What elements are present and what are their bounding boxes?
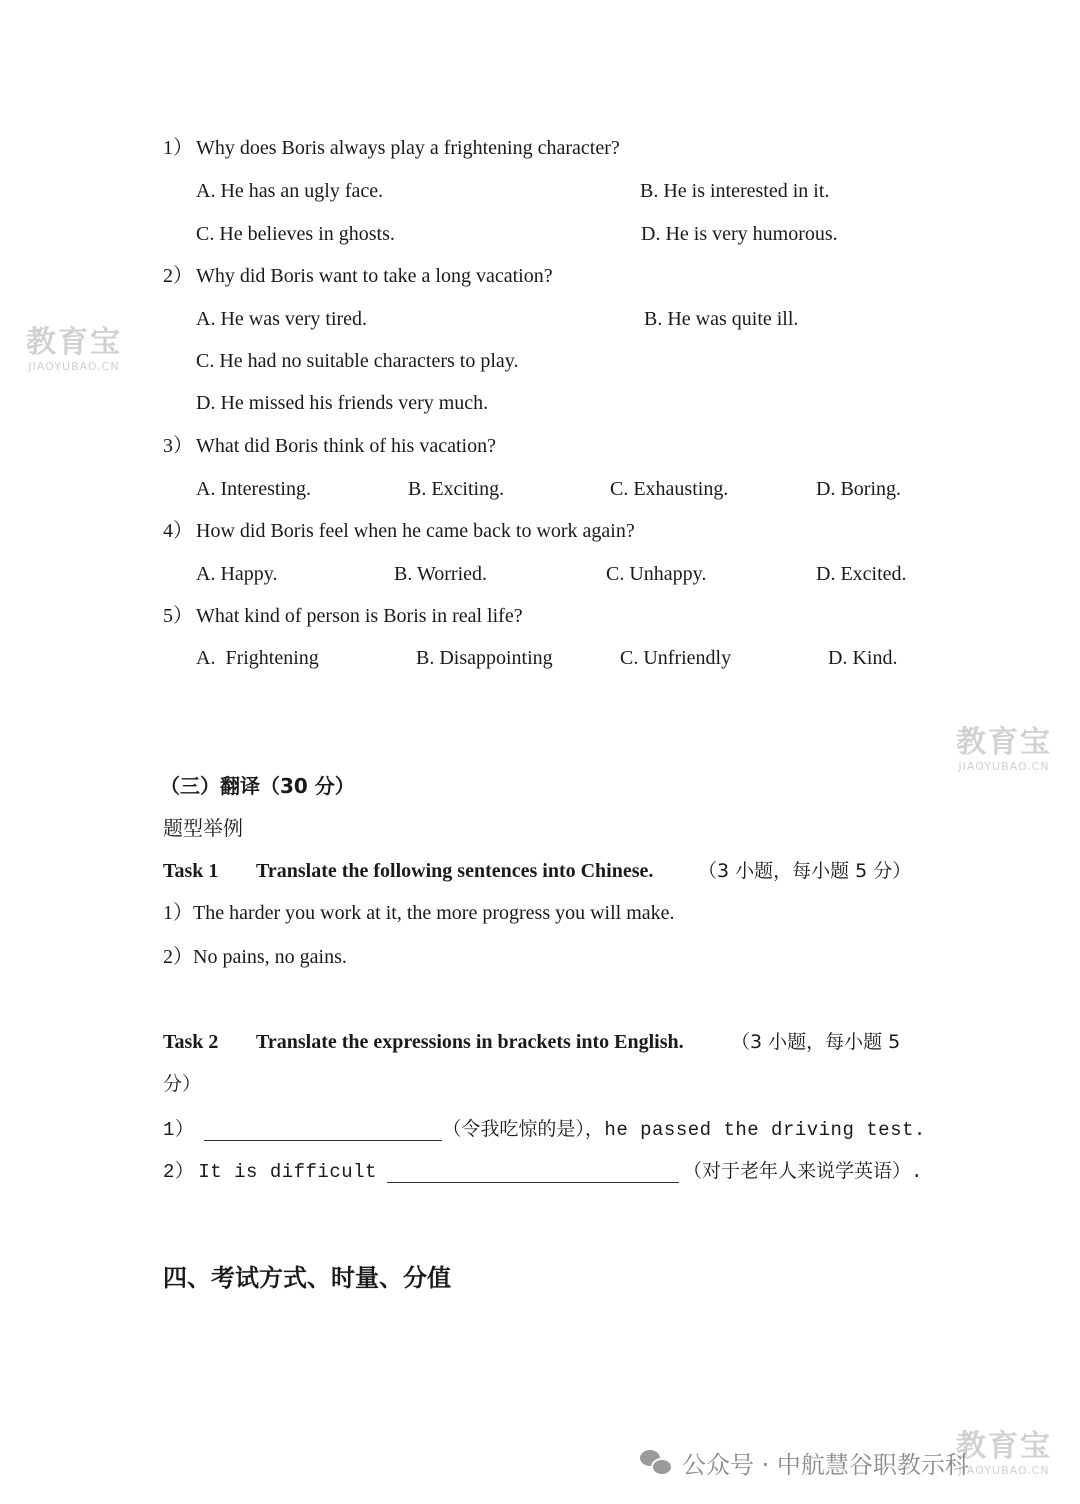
question-text: What did Boris think of his vacation? <box>196 435 496 457</box>
question-text: Why did Boris want to take a long vacation? <box>196 265 553 287</box>
option-d: D. Boring. <box>816 478 901 500</box>
option-a: A. Happy. <box>196 563 278 585</box>
question-text: How did Boris feel when he came back to work again? <box>196 520 635 542</box>
item-lead: It is difficult <box>198 1161 377 1183</box>
question-number: 4） <box>163 520 193 542</box>
wechat-icon <box>640 1450 672 1476</box>
option-d: D. He missed his friends very much. <box>196 392 489 414</box>
item-number: 2） <box>163 1161 195 1183</box>
example-label: 题型举例 <box>163 816 243 840</box>
option-d: D. He is very humorous. <box>641 223 838 245</box>
footer <box>640 1445 969 1480</box>
option-b: B. Exciting. <box>408 478 505 500</box>
option-c: C. He had no suitable characters to play. <box>196 350 519 372</box>
option-c: C. Unhappy. <box>606 563 707 585</box>
option-b: B. He is interested in it. <box>640 180 830 202</box>
option-c: C. He believes in ghosts. <box>196 223 395 245</box>
task2-label: Task 2 <box>163 1031 219 1053</box>
option-d: D. Kind. <box>828 647 898 669</box>
watermark-left: 教育宝 JIAOYUBAO.CN <box>26 325 122 373</box>
footer-text: 公众号 · 中航慧谷职教示科 <box>682 1451 969 1479</box>
option-b: B. He was quite ill. <box>644 308 799 330</box>
watermark-bottom: 教育宝 JIAOYUBAO.CN <box>956 1429 1052 1477</box>
task2-item-2 <box>163 1156 923 1182</box>
task1-item-1: 1）The harder you work at it, the more progress you will make. <box>163 902 675 924</box>
section4-title: 四、考试方式、时量、分值 <box>163 1264 451 1292</box>
question-number: 3） <box>163 435 193 457</box>
item-hint: （对于老年人来说学英语） <box>682 1160 911 1182</box>
option-a: A. Interesting. <box>196 478 311 500</box>
option-c: C. Unfriendly <box>620 647 732 669</box>
task2-item-1 <box>163 1114 926 1140</box>
option-a: A. He was very tired. <box>196 308 368 330</box>
task1-item-2: 2）No pains, no gains. <box>163 946 347 968</box>
item-number: 1） <box>163 1119 195 1141</box>
task1-note: （3 小题，每小题 5 分） <box>698 860 912 882</box>
question-number: 1） <box>163 137 193 159</box>
option-d: D. Excited. <box>816 563 907 585</box>
question-number: 5） <box>163 605 193 627</box>
question-text: What kind of person is Boris in real life? <box>196 605 523 627</box>
watermark-right: 教育宝 JIAOYUBAO.CN <box>956 725 1052 773</box>
task1-label: Task 1 <box>163 860 219 882</box>
task1-instruction: Translate the following sentences into Chinese. <box>256 860 654 882</box>
task2-note: （3 小题，每小题 5 <box>731 1031 901 1053</box>
item-hint: （令我吃惊的是） <box>442 1118 585 1140</box>
task2-note-cont: 分） <box>163 1073 202 1095</box>
answer-blank[interactable] <box>387 1164 679 1183</box>
question-text: Why does Boris always play a frightening character? <box>196 137 620 159</box>
task2-instruction: Translate the expressions in brackets into English. <box>256 1031 684 1053</box>
option-a: A. He has an ugly face. <box>196 180 384 202</box>
section-title: （三）翻译（30 分） <box>160 774 355 798</box>
item-tail: . <box>910 1161 923 1183</box>
item-tail: ，he passed the driving test. <box>584 1119 926 1141</box>
option-b: B. Disappointing <box>416 647 553 669</box>
option-b: B. Worried. <box>394 563 488 585</box>
option-c: C. Exhausting. <box>610 478 729 500</box>
answer-blank[interactable] <box>204 1122 442 1141</box>
option-a: A. Frightening <box>196 647 319 669</box>
question-number: 2） <box>163 265 193 287</box>
